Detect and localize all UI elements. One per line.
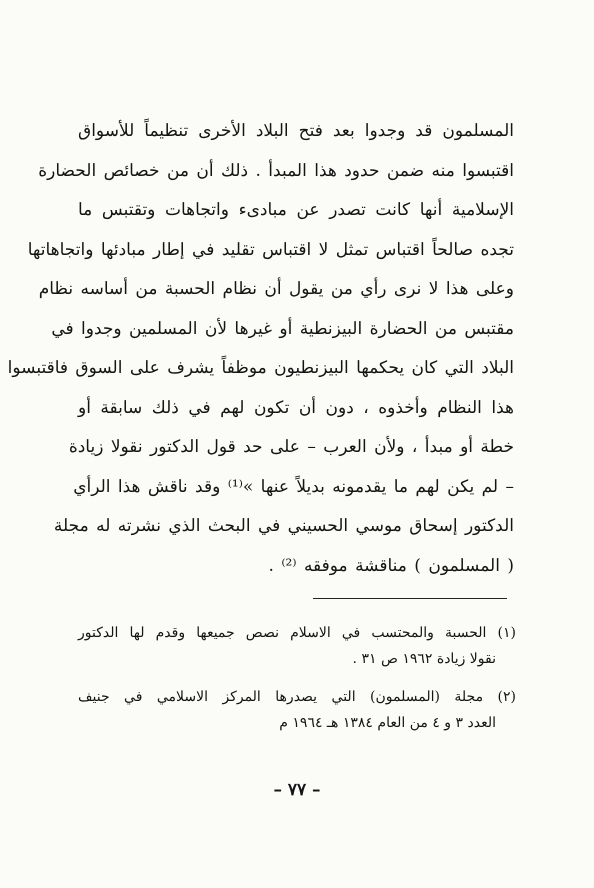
body-line: المسلمون قد وجدوا بعد فتح البلاد الأخرى تنظيماً للأسواق (78, 121, 514, 141)
body-line: الإسلامية أنها كانت تصدر عن مبادىء واتجاهات وتقتبس ما (78, 200, 514, 220)
body-line: تجده صالحاً اقتباس تمثل لا اقتباس تقليد في إطار مبادئها واتجاهاتها (27, 239, 514, 260)
footnote-line: نقولا زيادة ١٩٦٢ ص ٣١ . (352, 651, 496, 667)
body-line: ( المسلمون ) مناقشة موفقه ⁽²⁾ . (268, 555, 514, 576)
footnote-2 (78, 684, 516, 736)
footnote-line: العدد ٣ و ٤ من العام ١٣٨٤ هـ ١٩٦٤ م (279, 715, 496, 731)
body-line: البلاد التي كان يحكمها البيزنطيون موظفاً يشرف على السوق فاقتبسوا (7, 358, 514, 378)
body-line: مقتبس من الحضارة البيزنطية أو غيرها لأن المسلمين وجدوا في (51, 318, 514, 339)
page-number: – ٧٧ – (273, 780, 321, 800)
body-line: وعلى هذا لا نرى رأي من يقول أن نظام الحسبة من أساسه نظام (38, 279, 514, 299)
footnote-line: (٢) مجلة (المسلمون) التي يصدرها المركز الاسلامي في جنيف (78, 689, 516, 705)
body-line: هذا النظام وأخذوه ، دون أن تكون لهم في ذلك سابقة أو (78, 397, 514, 418)
footnote-line: (١) الحسبة والمحتسب في الاسلام نصص جميعها وقدم لها الدكتور (78, 625, 516, 641)
footnote-gap (78, 672, 516, 684)
body-line: خطة أو مبدأ ، ولأن العرب – على حد قول الدكتور نقولا زيادة (68, 437, 514, 457)
body-line: – لم يكن لهم ما يقدمونه بديلاً عنها »⁽¹⁾ وقد ناقش هذا الرأي (73, 476, 514, 497)
footnotes (78, 620, 516, 736)
body-text (7, 112, 514, 586)
footnote-separator (313, 598, 507, 599)
footnote-1 (78, 620, 516, 672)
body-line: الدكتور إسحاق موسي الحسيني في البحث الذي نشرته له مجلة (53, 516, 514, 536)
body-line: اقتبسوا منه ضمن حدود هذا المبدأ . ذلك أن من خصائص الحضارة (38, 160, 514, 181)
